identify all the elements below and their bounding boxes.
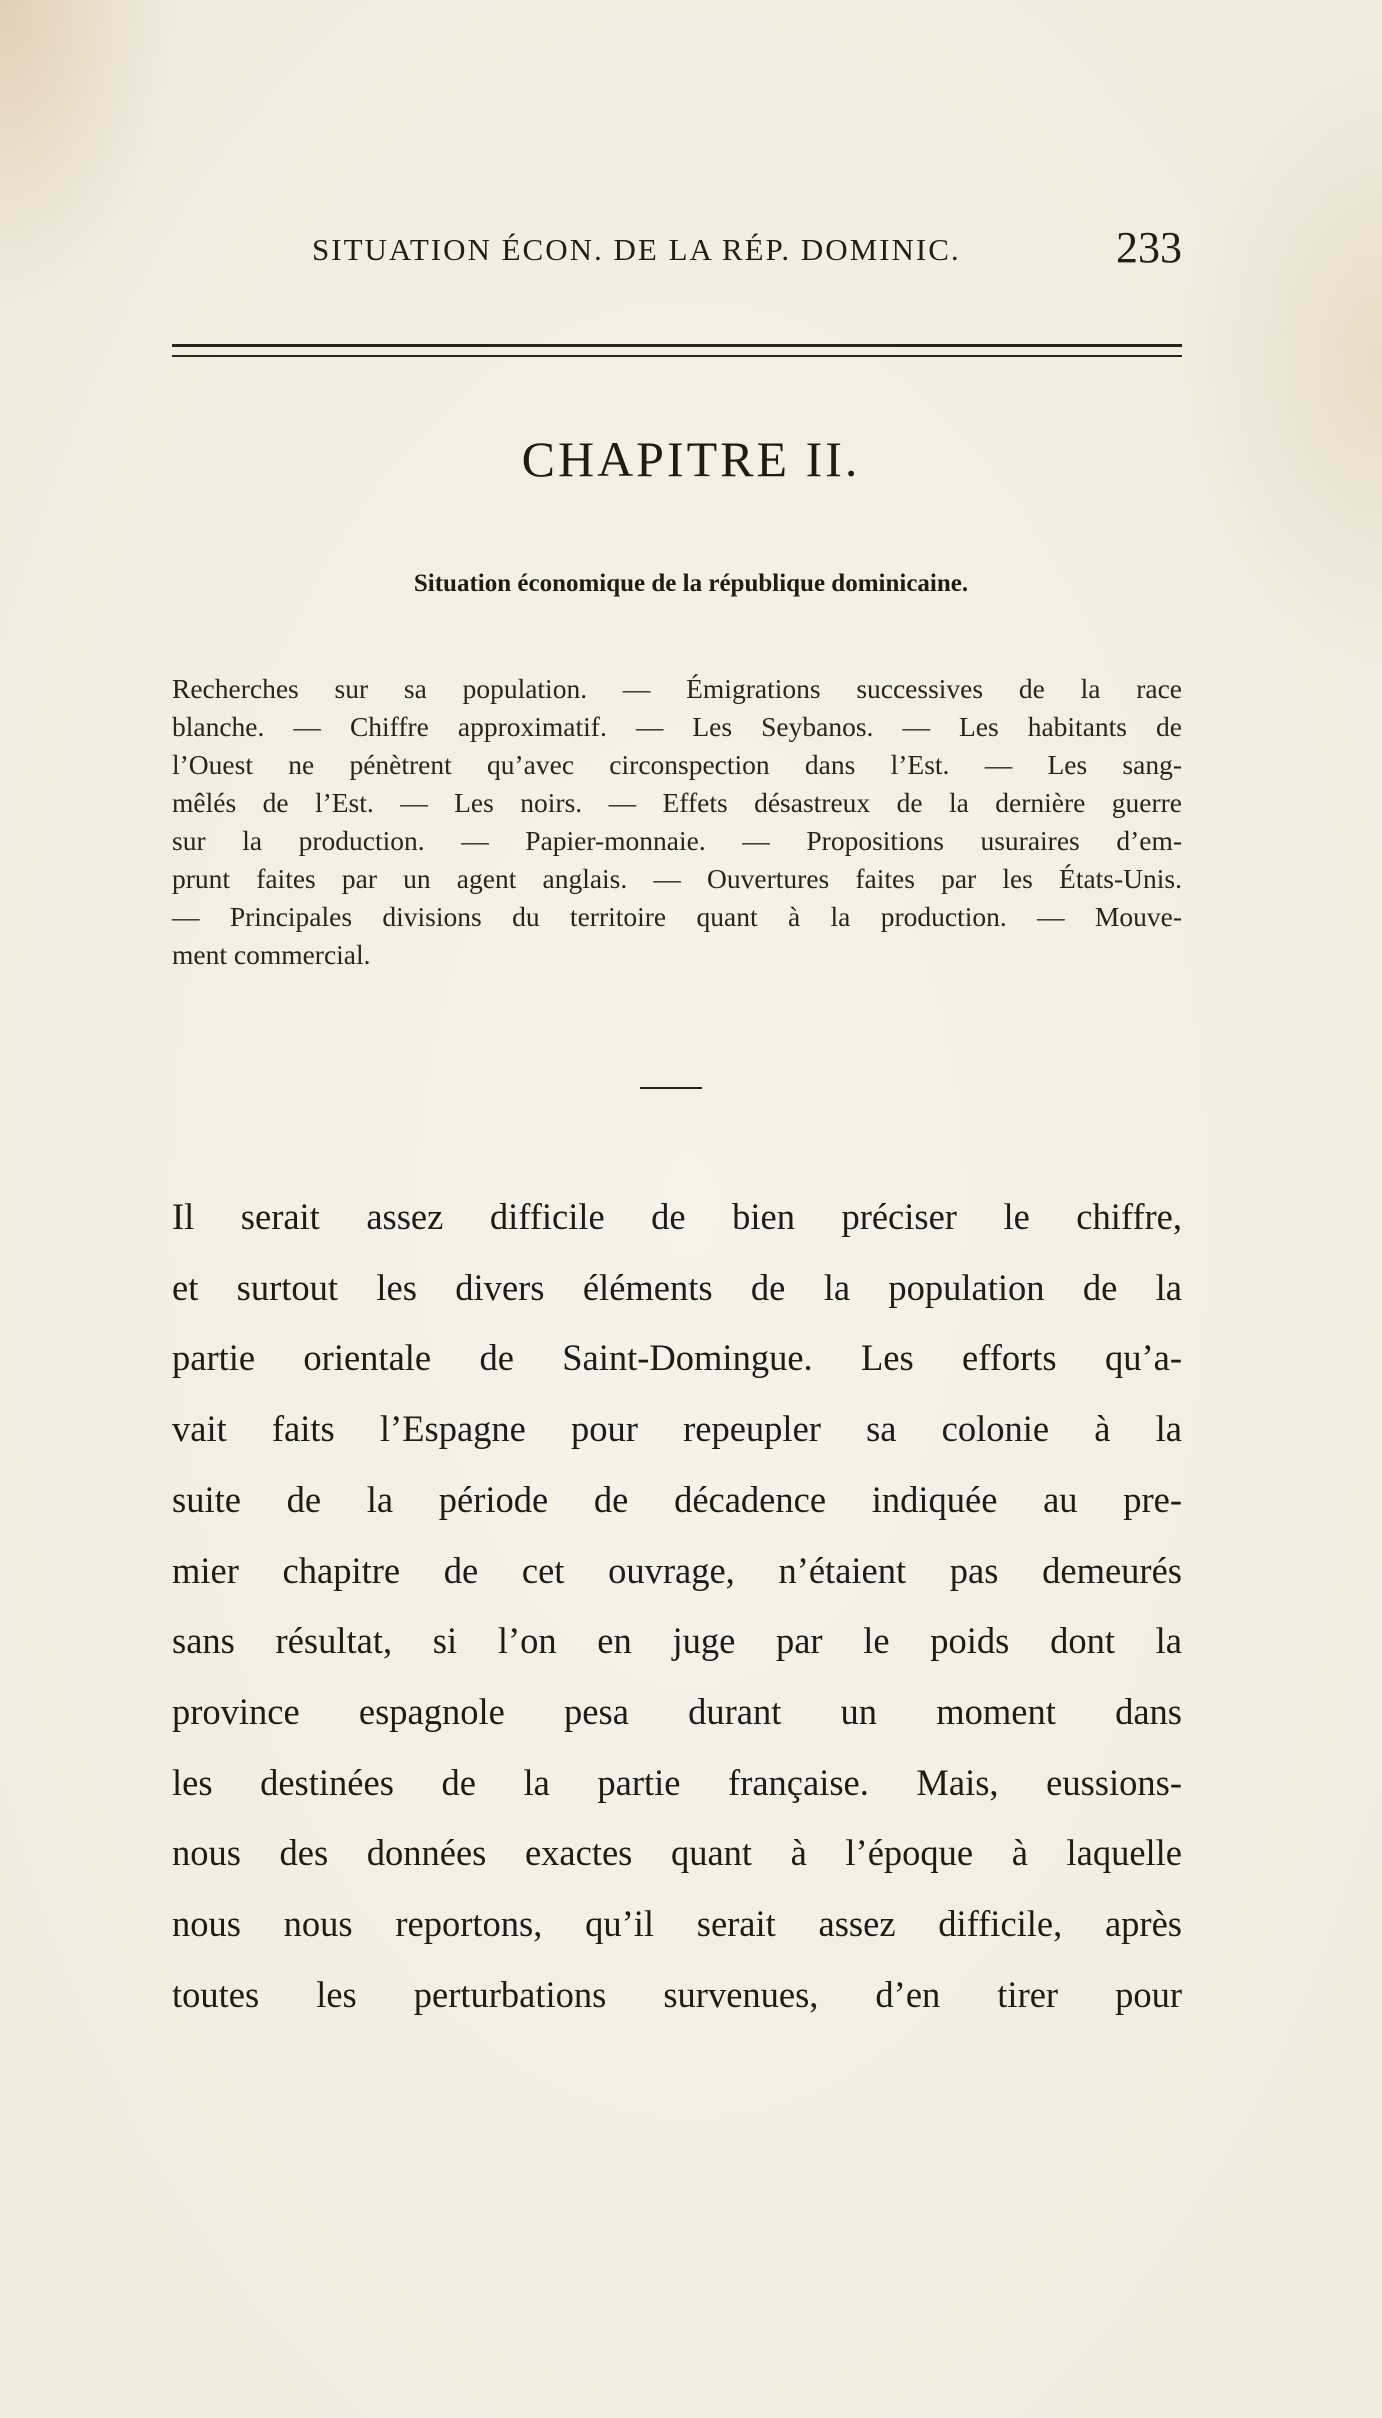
chapter-subtitle: Situation économique de la république dominicaine. <box>413 570 969 597</box>
body-line: vait faits l’Espagne pour repeupler sa colonie à la <box>172 1408 1182 1450</box>
body-line: province espagnole pesa durant un moment dans <box>172 1690 1182 1732</box>
summary-line: Recherches sur sa population. — Émigrations successives de la race <box>172 673 1182 704</box>
body-line: les destinées de la partie française. Mais, eussions- <box>172 1761 1182 1803</box>
page-number: 233 <box>1116 223 1182 272</box>
summary-line: ment commercial. <box>172 939 371 970</box>
body-line: nous nous reportons, qu’il serait assez difficile, après <box>172 1903 1182 1945</box>
body-line: toutes les perturbations survenues, d’en tirer pour <box>172 1973 1182 2015</box>
summary-line: prunt faites par un agent anglais. — Ouvertures faites par les États-Unis. <box>172 863 1182 894</box>
section-divider <box>640 1087 702 1089</box>
header-rule-thin <box>172 355 1182 357</box>
page-header <box>172 222 1182 272</box>
summary-line: blanche. — Chiffre approximatif. — Les Seybanos. — Les habitants de <box>172 711 1182 742</box>
summary-line: mêlés de l’Est. — Les noirs. — Effets désastreux de la dernière guerre <box>172 787 1182 818</box>
body-line: partie orientale de Saint-Domingue. Les efforts qu’a- <box>172 1337 1182 1379</box>
body-line: et surtout les divers éléments de la population de la <box>172 1266 1182 1308</box>
running-title: SITUATION ÉCON. DE LA RÉP. DOMINIC. <box>312 232 961 267</box>
summary-line: sur la production. — Papier-monnaie. — Propositions usuraires d’em- <box>172 825 1182 856</box>
chapter-title: CHAPITRE II. <box>521 431 861 487</box>
body-paragraph <box>172 1182 1182 2030</box>
chapter-summary <box>172 670 1182 974</box>
header-rule-thick <box>172 344 1182 347</box>
body-line: mier chapitre de cet ouvrage, n’étaient pas demeurés <box>172 1549 1182 1591</box>
body-line: nous des données exactes quant à l’époque à laquelle <box>172 1832 1182 1874</box>
body-line: suite de la période de décadence indiquée au pre- <box>172 1478 1182 1520</box>
summary-line: l’Ouest ne pénètrent qu’avec circonspection dans l’Est. — Les sang- <box>172 749 1182 780</box>
body-line: sans résultat, si l’on en juge par le poids dont la <box>172 1620 1182 1662</box>
body-line: Il serait assez difficile de bien préciser le chiffre, <box>172 1196 1182 1237</box>
summary-line: — Principales divisions du territoire quant à la production. — Mouve- <box>172 901 1182 932</box>
